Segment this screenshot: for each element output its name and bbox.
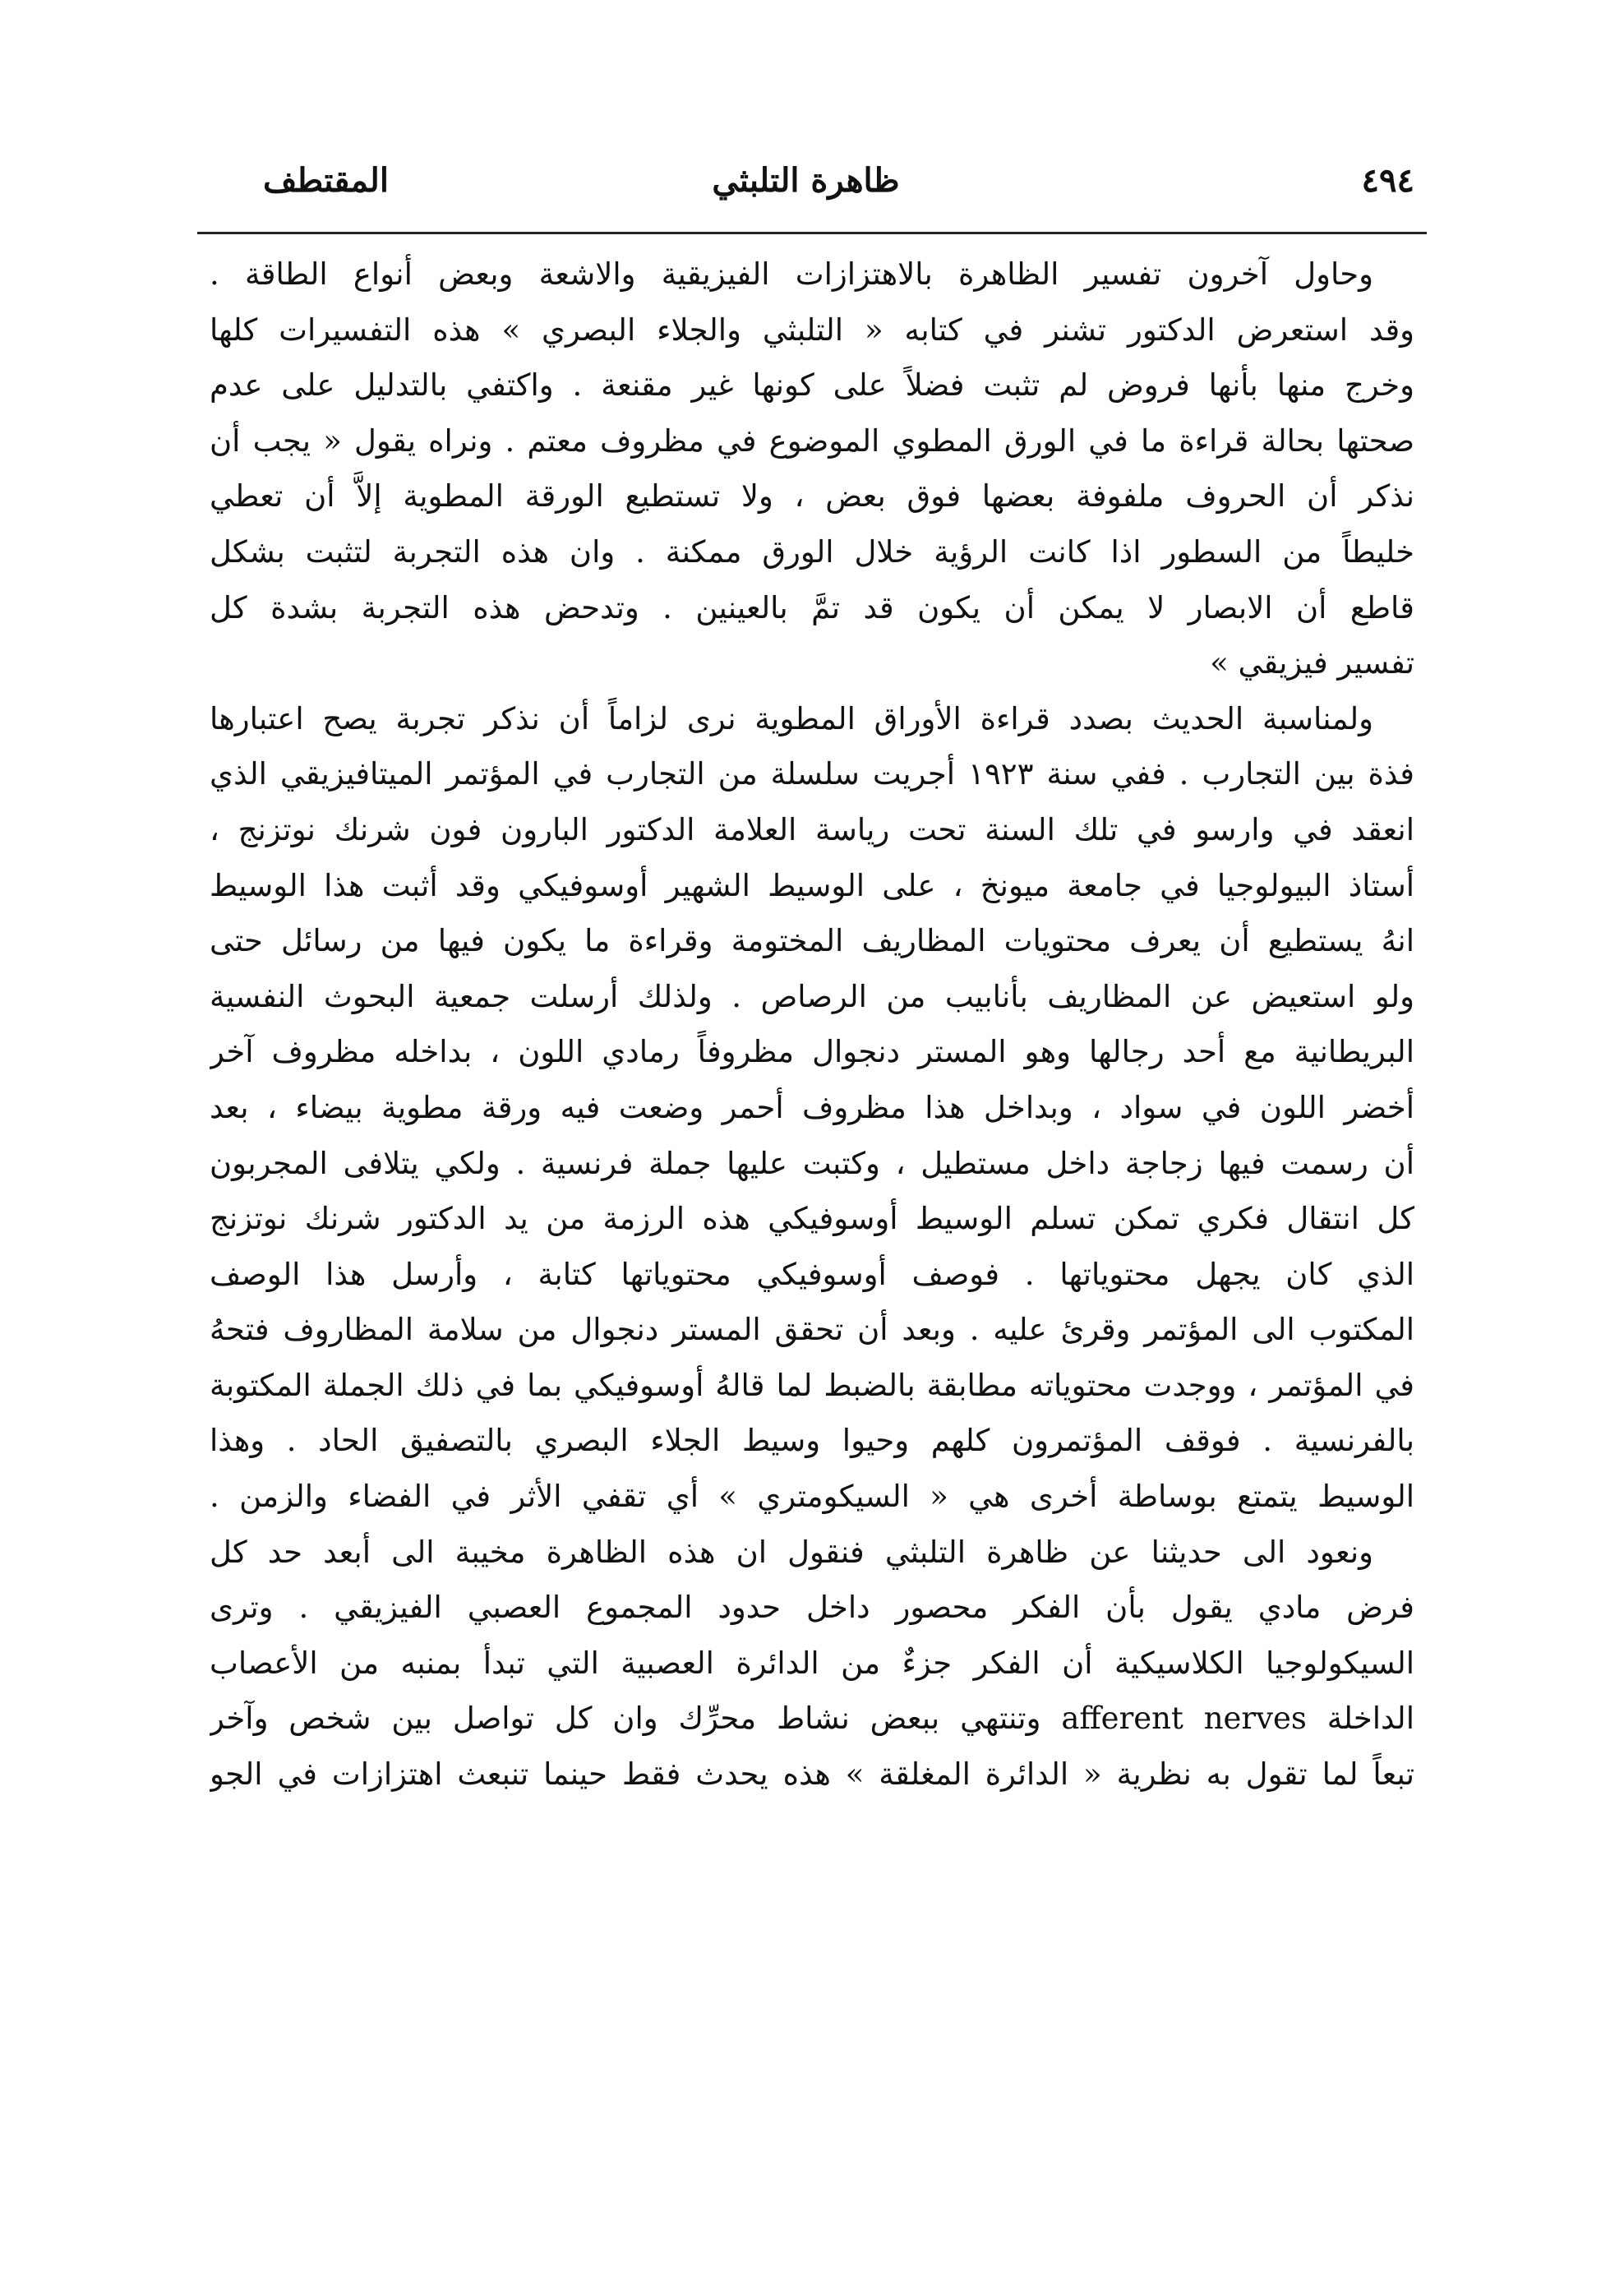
- text-line: أن رسمت فيها زجاجة داخل مستطيل ، وكتبت عليها جملة فرنسية . ولكي يتلافى المجربون: [210, 1145, 1414, 1181]
- text-line: وقد استعرض الدكتور تشنر في كتابه « التلبثي والجلاء البصري » هذه التفسيرات كلها: [210, 312, 1414, 348]
- text-line: وخرج منها بأنها فروض لم تثبت فضلاً على كونها غير مقنعة . واكتفي بالتدليل على عدم: [210, 367, 1414, 404]
- text-line: تفسير فيزيقي »: [1210, 645, 1414, 681]
- text-line: المكتوب الى المؤتمر وقرئ عليه . وبعد أن تحقق المستر دنجوال من سلامة المظاروف فتحهُ: [210, 1312, 1414, 1348]
- text-line: أستاذ البيولوجيا في جامعة ميونخ ، على الوسيط الشهير أوسوفيكي وقد أثبت هذا الوسيط: [210, 867, 1414, 903]
- text-line: البريطانية مع أحد رجالها وهو المستر دنجوال مظروفاً رمادي اللون ، بداخله مظروف آخر: [210, 1034, 1414, 1070]
- page-header: [197, 148, 1414, 214]
- text-line: ولمناسبة الحديث بصدد قراءة الأوراق المطوية نرى لزاماً أن نذكر تجربة يصح اعتبارها: [210, 700, 1373, 736]
- text-line: فذة بين التجارب . ففي سنة ١٩٢٣ أجريت سلسلة من التجارب في المؤتمر الميتافيزيقي الذي: [210, 756, 1414, 792]
- article-title: ظاهرة التلبثي: [712, 161, 900, 200]
- text-line: خليطاً من السطور اذا كانت الرؤية خلال الورق ممكنة . وان هذه التجربة لتثبت بشكل: [210, 533, 1414, 570]
- header-rule: [197, 232, 1427, 234]
- article-body: [210, 247, 1414, 1802]
- page-number: ٤٩٤: [1361, 161, 1414, 200]
- text-line: قاطع أن الابصار لا يمكن أن يكون قد تمَّ بالعينين . وتدحض هذه التجربة بشدة كل: [210, 589, 1414, 625]
- journal-name: المقتطف: [263, 161, 389, 200]
- text-line: فرض مادي يقول بأن الفكر محصور داخل حدود المجموع العصبي الفيزيقي . وترى: [210, 1590, 1414, 1626]
- text-line: وحاول آخرون تفسير الظاهرة بالاهتزازات الفيزيقية والاشعة وبعض أنواع الطاقة .: [210, 256, 1373, 292]
- text-line: أخضر اللون في سواد ، وبداخل هذا مظروف أحمر وضعت فيه ورقة مطوية بيضاء ، بعد: [210, 1089, 1414, 1125]
- text-line: السيكولوجيا الكلاسيكية أن الفكر جزءٌ من الدائرة العصبية التي تبدأ بمنبه من الأعصاب: [210, 1645, 1414, 1681]
- text-line: صحتها بحالة قراءة ما في الورق المطوي الموضوع في مظروف معتم . ونراه يقول « يجب أن: [210, 422, 1414, 459]
- text-line: انعقد في وارسو في تلك السنة تحت رياسة العلامة الدكتور البارون فون شرنك نوتزنج ،: [210, 811, 1414, 847]
- text-line: ولو استعيض عن المظاريف بأنابيب من الرصاص . ولذلك أرسلت جمعية البحوث النفسية: [210, 978, 1414, 1014]
- text-line: كل انتقال فكري تمكن تسلم الوسيط أوسوفيكي هذه الرزمة من يد الدكتور شرنك نوتزنج: [210, 1201, 1414, 1237]
- text-line: الذي كان يجهل محتوياتها . فوصف أوسوفيكي محتوياتها كتابة ، وأرسل هذا الوصف: [210, 1256, 1414, 1292]
- text-line: الداخلة afferent nerves وتنتهي ببعض نشاط محرِّك وان كل تواصل بين شخص وآخر: [210, 1701, 1414, 1737]
- text-line: بالفرنسية . فوقف المؤتمرون كلهم وحيوا وسيط الجلاء البصري بالتصفيق الحاد . وهذا: [210, 1423, 1414, 1459]
- text-line: انهُ يستطيع أن يعرف محتويات المظاريف المختومة وقراءة ما يكون فيها من رسائل حتى: [210, 923, 1414, 959]
- text-line: ونعود الى حديثنا عن ظاهرة التلبثي فنقول ان هذه الظاهرة مخيبة الى أبعد حد كل: [210, 1534, 1373, 1570]
- text-line: في المؤتمر ، ووجدت محتوياته مطابقة بالضبط لما قالهُ أوسوفيكي بما في ذلك الجملة المكتوبة: [210, 1367, 1414, 1403]
- text-line: نذكر أن الحروف ملفوفة بعضها فوق بعض ، ولا تستطيع الورقة المطوية إلاَّ أن تعطي: [210, 478, 1414, 515]
- text-line: الوسيط يتمتع بوساطة أخرى هي « السيكومتري » أي تقفي الأثر في الفضاء والزمن .: [210, 1479, 1414, 1515]
- text-line: تبعاً لما تقول به نظرية « الدائرة المغلقة » هذه يحدث فقط حينما تنبعث اهتزازات في الجو: [210, 1756, 1414, 1793]
